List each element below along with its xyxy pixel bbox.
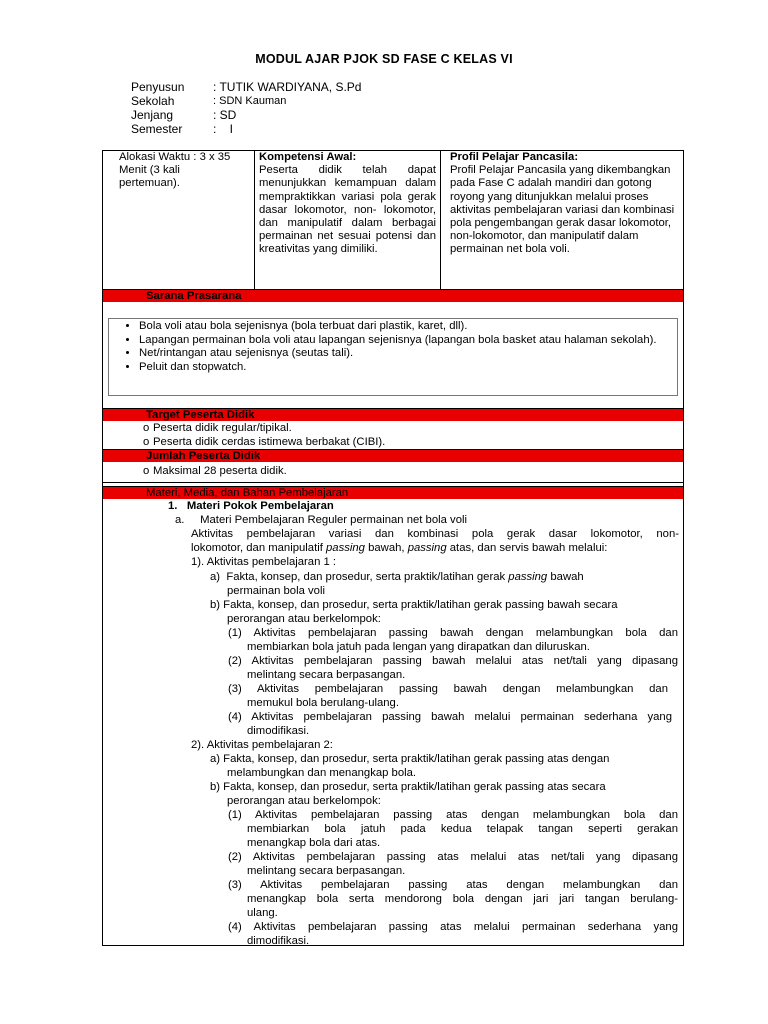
target-list bbox=[143, 421, 385, 449]
document-title: MODUL AJAR PJOK SD FASE C KELAS VI bbox=[255, 52, 513, 66]
akt2-item-line: menangkap bola dari atas. bbox=[247, 837, 381, 849]
bullet-marker: o bbox=[143, 465, 150, 477]
meta-row-jenjang bbox=[131, 108, 361, 122]
alokasi-cell bbox=[103, 151, 255, 289]
akt1-item-line: melintang secara berpasangan. bbox=[247, 669, 406, 681]
kompetensi-heading: Kompetensi Awal: bbox=[259, 151, 357, 163]
akt2-item-line: (4) Aktivitas pembelajaran passing atas melalui permainan sederhana yang bbox=[228, 921, 678, 933]
alokasi-line: pertemuan). bbox=[119, 177, 180, 190]
akt2-item-line: ulang. bbox=[247, 907, 278, 919]
akt1-item-line: (1) Aktivitas pembelajaran passing bawah dengan melambungkan bola dan bbox=[228, 627, 678, 639]
list-item-text: Peserta didik cerdas istimewa berbakat (CIBI). bbox=[153, 436, 386, 448]
text-span: atas, dan servis bawah melalui: bbox=[446, 542, 608, 554]
sarana-heading: Sarana Prasarana bbox=[146, 290, 242, 302]
italic-term: passing bbox=[326, 542, 365, 554]
akt2-a-line: a) Fakta, konsep, dan prosedur, serta praktik/latihan gerak passing atas dengan bbox=[210, 753, 610, 765]
meta-value: : I bbox=[213, 122, 234, 136]
target-header bbox=[103, 408, 683, 421]
akt2-item-line: menangkap bola serta mendorong bola dengan jari jari tangan berulang- bbox=[247, 893, 678, 905]
akt2-item-line: melintang secara berpasangan. bbox=[247, 865, 406, 877]
intro-line bbox=[191, 542, 607, 556]
target-heading: Target Peserta Didik bbox=[146, 409, 255, 421]
list-item bbox=[143, 421, 385, 435]
sarana-header bbox=[103, 289, 683, 302]
akt2-b-line: perorangan atau berkelompok: bbox=[227, 795, 381, 807]
sarana-list-box bbox=[108, 318, 678, 396]
kompetensi-text: Peserta didik telah dapat menunjukkan kemampuan dalam mempraktikkan variasi pola gerak dasar lokomotor, non- lokomotor, dan manipulatif dalam berbagai permainan net sesuai potensi dan kreativitas yang dimiliki. bbox=[259, 164, 436, 256]
list-item: • Peluit dan stopwatch. bbox=[139, 361, 677, 375]
intro-line: Aktivitas pembelajaran variasi dan kombinasi pola gerak dasar lokomotor, non- bbox=[191, 528, 679, 540]
profil-heading: Profil Pelajar Pancasila: bbox=[450, 151, 579, 163]
sarana-list bbox=[109, 319, 677, 374]
meta-row-sekolah bbox=[131, 94, 361, 108]
materi-header bbox=[103, 486, 683, 499]
akt2-item-line: (1) Aktivitas pembelajaran passing atas dengan melambungkan bola dan bbox=[228, 809, 678, 821]
list-item-text: Maksimal 28 peserta didik. bbox=[153, 465, 287, 477]
meta-value: : SDN Kauman bbox=[213, 95, 287, 107]
text-span: lokomotor, dan manipulatif bbox=[191, 542, 327, 554]
meta-value: : SD bbox=[213, 108, 237, 122]
akt2-b-line: b) Fakta, konsep, dan prosedur, serta praktik/latihan gerak passing atas secara bbox=[210, 781, 606, 793]
akt1-a-line: permainan bola voli bbox=[227, 585, 325, 597]
meta-key: Semester bbox=[131, 122, 183, 136]
alokasi-line: Alokasi Waktu : 3 x 35 bbox=[119, 151, 231, 163]
akt2-item-line: (3) Aktivitas pembelajaran passing atas dengan melambungkan dan bbox=[228, 879, 678, 891]
profil-cell bbox=[441, 151, 683, 289]
author-info bbox=[131, 80, 361, 136]
top-row bbox=[103, 151, 683, 289]
list-item: • Bola voli atau bola sejenisnya (bola terbuat dari plastik, karet, dll). bbox=[139, 320, 677, 334]
bullet-marker: o bbox=[143, 422, 150, 434]
italic-term: passing bbox=[407, 542, 447, 554]
text-span: a) Fakta, konsep, dan prosedur, serta praktik/latihan gerak bbox=[210, 571, 509, 583]
akt1-a-line bbox=[210, 571, 584, 585]
materi-pokok-heading: 1. Materi Pokok Pembelajaran bbox=[168, 500, 334, 512]
text-span: bawah, bbox=[364, 542, 408, 554]
meta-row-penyusun bbox=[131, 80, 361, 94]
akt1-item-line: memukul bola berulang-ulang. bbox=[247, 697, 399, 709]
akt1-b-line: perorangan atau berkelompok: bbox=[227, 613, 381, 625]
akt2-a-line: melambungkan dan menangkap bola. bbox=[227, 767, 417, 779]
akt1-item-line: (2) Aktivitas pembelajaran passing bawah melalui atas net/tali yang dipasang bbox=[228, 655, 678, 667]
akt2-item-line: dimodifikasi. bbox=[247, 935, 310, 947]
list-item: • Net/rintangan atau sejenisnya (seutas tali). bbox=[139, 347, 677, 361]
akt1-item-line: (3) Aktivitas pembelajaran passing bawah dengan melambungkan dan bbox=[228, 683, 668, 695]
akt2-item-line: membiarkan bola jatuh pada kedua telapak tangan seperti gerakan bbox=[247, 823, 678, 835]
kompetensi-cell bbox=[255, 151, 441, 289]
module-table bbox=[102, 150, 684, 946]
alokasi-line: Menit (3 kali bbox=[119, 164, 180, 177]
text-span: bawah bbox=[547, 571, 584, 583]
italic-term: passing bbox=[508, 571, 548, 583]
meta-key: Penyusun bbox=[131, 80, 185, 94]
akt1-item-line: dimodifikasi. bbox=[247, 725, 310, 737]
meta-row-semester bbox=[131, 122, 361, 136]
bullet-marker: o bbox=[143, 436, 150, 448]
list-item-text: Peserta didik regular/tipikal. bbox=[153, 422, 292, 434]
profil-text: Profil Pelajar Pancasila yang dikembangkan pada Fase C adalah mandiri dan gotong royong yang ditunjukkan melalui proses aktivitas pembelajaran variasi dan kombinasi pola pengembangan gerak dasar lokomotor, non-lokomotor, dan manipulatif dalam permainan net bola voli. bbox=[450, 164, 675, 256]
divider bbox=[103, 482, 683, 483]
materi-sub-a: a. Materi Pembelajaran Reguler permainan net bola voli bbox=[175, 514, 467, 526]
akt1-item-line: membiarkan bola jatuh pada lengan yang dirapatkan dan diluruskan. bbox=[247, 641, 590, 653]
jumlah-heading: Jumlah Peserta Didik bbox=[146, 450, 261, 462]
list-item bbox=[143, 464, 287, 478]
meta-key: Sekolah bbox=[131, 94, 175, 108]
jumlah-list bbox=[143, 464, 287, 478]
list-item: • Lapangan permainan bola voli atau lapangan sejenisnya (lapangan bola basket atau halaman sekolah). bbox=[139, 334, 677, 348]
meta-key: Jenjang bbox=[131, 108, 174, 122]
aktivitas-1-heading: 1). Aktivitas pembelajaran 1 : bbox=[191, 556, 337, 568]
materi-heading: Materi, Media, dan Bahan Pembelajaran bbox=[146, 487, 349, 499]
akt1-b-line: b) Fakta, konsep, dan prosedur, serta praktik/latihan gerak passing bawah secara bbox=[210, 599, 618, 611]
jumlah-header bbox=[103, 449, 683, 462]
aktivitas-2-heading: 2). Aktivitas pembelajaran 2: bbox=[191, 739, 333, 751]
list-item bbox=[143, 435, 385, 449]
meta-value: : TUTIK WARDIYANA, S.Pd bbox=[213, 80, 362, 94]
akt1-item-line: (4) Aktivitas pembelajaran passing bawah melalui permainan sederhana yang bbox=[228, 711, 672, 723]
akt2-item-line: (2) Aktivitas pembelajaran passing atas melalui atas net/tali yang dipasang bbox=[228, 851, 678, 863]
